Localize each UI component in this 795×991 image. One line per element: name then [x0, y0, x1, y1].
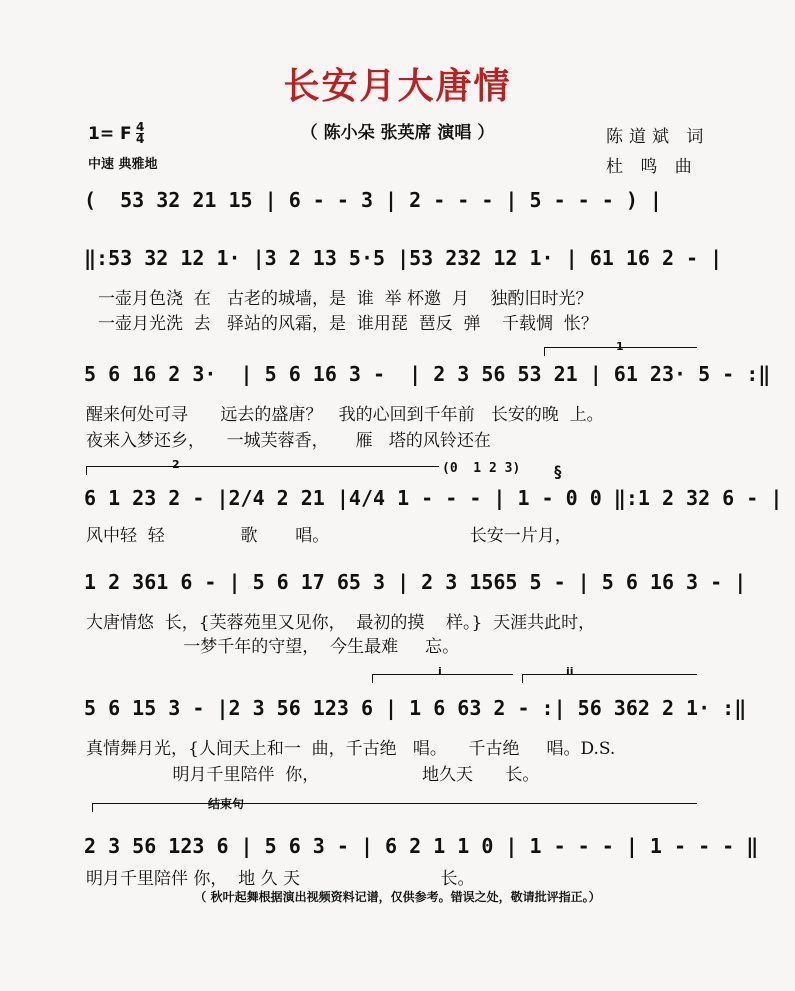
lyric-line: 夜来入梦还乡， 一城芙蓉香， 雁 塔的风铃还在 — [86, 431, 491, 451]
lyric-line: 明月千里陪伴 你， 地久天 长。 — [86, 765, 540, 785]
song-title: 长安月大唐情 — [283, 66, 512, 107]
time-signature — [136, 122, 144, 145]
score-row-coda: 2 3 56 123 6 | 5 6 3 - | 6 2 1 1 0 | 1 - - - | 1 - - - ‖ — [84, 834, 759, 858]
lyric-line: 一梦千年的守望， 今生最难 忘。 — [86, 637, 460, 657]
score-row-chorus-a: 1 2 361 6 - | 5 6 17 65 3 | 2 3 1565 5 - | 5 6 16 3 - | — [84, 570, 747, 594]
lyric-line: 大唐情悠 长，{芙蓉苑里又见你， 最初的摸 样。} 天涯共此时， — [86, 613, 596, 633]
lyric-line: 真情舞月光，{人间天上和一 曲，千古绝 唱。 千古绝 唱。D.S. — [86, 739, 616, 759]
second-ending-bracket — [86, 466, 439, 475]
score-row-verse-b: 5 6 16 2 3· | 5 6 16 3 - | 2 3 56 53 21 | 61 23· 5 - :‖ — [84, 362, 771, 386]
second-ending-number: 2 — [172, 458, 180, 471]
volta-ii-bracket — [522, 674, 697, 683]
score-row-bridge: 6 1 23 2 - |2/4 2 21 |4/4 1 - - - | 1 - 0 0 ‖:1 2 32 6 - | — [84, 486, 783, 510]
first-ending-number: 1 — [616, 340, 624, 353]
volta-ii-label: ii — [566, 665, 574, 678]
time-signature-top: 4 — [136, 120, 145, 134]
lyric-line: 醒来何处可寻 远去的盛唐？ 我的心回到千年前 长安的晚 上。 — [86, 405, 604, 425]
segno-sign: § — [553, 462, 563, 481]
coda-label: 结束句 — [208, 797, 245, 811]
lyric-line: 一壶月光洗 去 驿站的风霜，是 谁用琵 琶反 弹 千载惆 怅？ — [98, 314, 598, 334]
coda-bracket — [92, 803, 697, 812]
score-row-verse-a: ‖:53 32 12 1· |3 2 13 5·5 |53 232 12 1· | 61 16 2 - | — [84, 246, 723, 270]
performers: （ 陈小朵 张英席 演唱 ） — [300, 123, 495, 143]
tempo-marking: 中速 典雅地 — [88, 157, 158, 172]
lyricist-credit: 陈道斌 词 — [606, 127, 710, 147]
transcription-note: （ 秋叶起舞根据演出视频资料记谱，仅供参考。错误之处，敬请批评指正。） — [194, 890, 601, 904]
lyric-line: 风中轻 轻 歌 唱。 长安一片月， — [86, 526, 572, 546]
volta-i-bracket — [372, 674, 513, 683]
score-row-chorus-b: 5 6 15 3 - |2 3 56 123 6 | 1 6 63 2 - :| 56 362 2 1· :‖ — [84, 696, 747, 720]
key-signature: 1= F — [88, 124, 132, 144]
volta-i-label: i — [438, 665, 442, 678]
pickup-notes: (0 1 2 3) — [442, 461, 521, 476]
time-signature-bottom: 4 — [136, 132, 145, 146]
lyric-line: 一壶月色浇 在 古老的城墙，是 谁 举 杯邀 月 独酌旧时光？ — [98, 289, 593, 309]
score-row-intro: ( 53 32 21 15 | 6 - - 3 | 2 - - - | 5 - - - ) | — [84, 188, 662, 212]
lyric-line: 明月千里陪伴 你， 地 久 天 长。 — [86, 869, 475, 889]
composer-credit: 杜 鸣 曲 — [606, 157, 698, 177]
